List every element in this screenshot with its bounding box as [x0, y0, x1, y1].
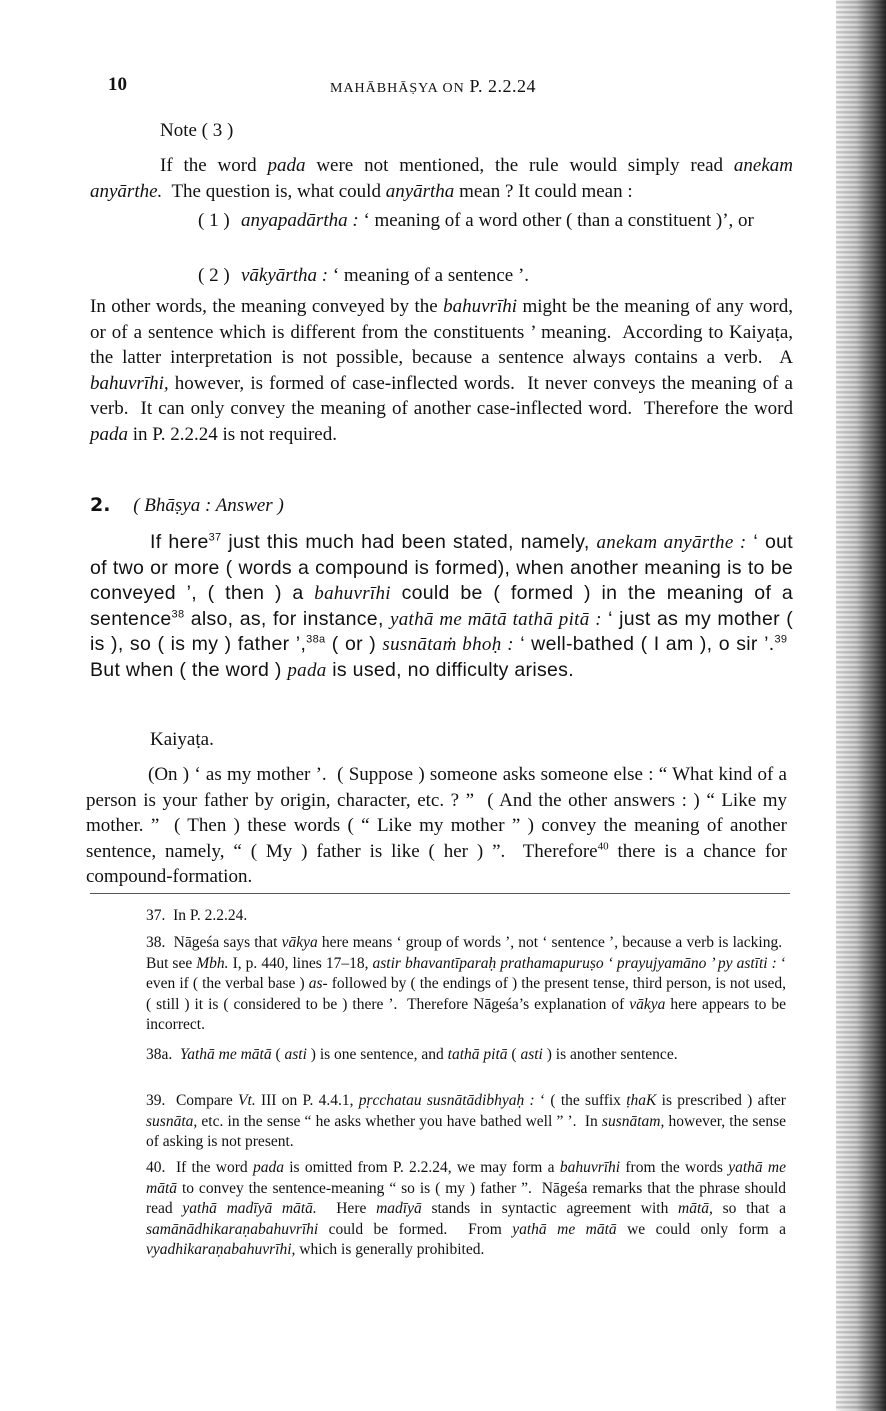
list-item-text: vākyārtha : ‘ meaning of a sentence ’. — [241, 265, 530, 286]
section-number: 2. — [90, 494, 111, 516]
footnote-text: 40. If the word pada is omitted from P. 2.2.24, we may form a bahuvrīhi from the words yathā me mātā to convey the sentence-meaning “ so is ( my ) father ”. Nāgeśa remarks that the phrase should read yathā madīyā mātā. Here madīyā stands in syntactic agreement with mātā, so that a samānādhikaraṇabahuvrīhi could be formed. From yathā me mātā we could only form a vyadhikaraṇabahuvrīhi, which is generally prohibited. — [146, 1159, 787, 1258]
running-head-title: MAHĀBHĀṢYA ON — [330, 81, 465, 96]
bhasya-answer-text: If here$^{37}$ just this much had been stated, namely, anekam anyārthe : ‘ out of two or more ( words a compound is formed), when another meaning is to be conveyed ’, ( then ) a bahuvrīhi could be ( formed ) in the meaning of a sentence$^{38}$ also, as, for instance, yathā me mātā tathā pitā : ‘ just as my mother ( is ), so ( is my ) father ’,$^{38a}$ ( or ) susnātaṁ bhoḥ : ‘ well-bathed ( I am ), o sir ’.$^{39}$ But when ( the word ) pada is used, no difficulty arises. — [90, 531, 793, 681]
running-head-ref: P. 2.2.24 — [469, 76, 537, 96]
note-title: Note ( 3 ) — [160, 120, 234, 141]
note-paragraph-1: If the word pada were not mentioned, the rule would simply read anekam anyārthe. The question is, what could anyārtha mean ? It could mean : — [90, 155, 794, 202]
footnote-text: 37. In P. 2.2.24. — [146, 907, 248, 924]
footnote-40 — [84, 1158, 786, 1261]
kaiyata-text: (On ) ‘ as my mother ’. ( Suppose ) someone asks someone else : “ What kind of a person is your father by origin, character, etc. ? ” ( And the other answers : ) “ Like my mother. ” ( Then ) these words ( “ Like my mother ” ) convey the meaning of another sentence, namely, “ ( My ) father is like ( her ) ”. Therefore$^{40}$ there is a chance for compound-formation. — [86, 764, 787, 887]
note-paragraph-2: In other words, the meaning conveyed by the bahuvrīhi might be the meaning of any word, or of a sentence which is different from the constituents ’ meaning. According to Kaiyaṭa, the latter interpretation is not possible, because a sentence always contains a verb. A bahuvrīhi, however, is formed of case-inflected words. It never conveys the meaning of a verb. It can only convey the meaning of another case-inflected word. Therefore the word pada in P. 2.2.24 is not required. — [90, 296, 793, 445]
kaiyata-title: Kaiyaṭa. — [150, 729, 214, 750]
footnote-38a — [84, 1045, 786, 1066]
footnote-38 — [84, 933, 786, 1036]
list-item-number: ( 2 ) — [198, 265, 230, 286]
footnote-text: 39. Compare Vt. III on P. 4.4.1, pṛcchatau susnātādibhyaḥ : ‘ ( the suffix ṭhaK is prescribed ) after susnāta, etc. in the sense “ he asks whether you have bathed well ” ’. In susnātam, however, the sense of asking is not present. — [146, 1092, 786, 1150]
footnote-text: 38. Nāgeśa says that vākya here means ‘ group of words ’, not ‘ sentence ’, because a verb is lacking. But see Mbh. I, p. 440, lines 17–18, astir bhavantīparaḥ prathamapuruṣo ‘ prayujyamāno ’ py astīti : ‘ even if ( the verbal base ) as- followed by ( the endings of ) the present tense, third person, is not used, ( still ) it is ( considered to be ) there ’. Therefore Nāgeśa’s explanation of vākya here appears to be incorrect. — [146, 934, 786, 1033]
page-number: 10 — [108, 74, 127, 95]
footnote-text: 38a. Yathā me mātā ( asti ) is one sentence, and tathā pitā ( asti ) is another sentence. — [146, 1046, 678, 1063]
footnote-39 — [84, 1091, 786, 1153]
section-title: ( Bhāṣya : Answer ) — [133, 495, 284, 516]
footnote-divider — [90, 893, 790, 894]
footnote-37 — [84, 906, 786, 927]
book-binding-edge — [836, 0, 886, 1411]
list-item-number: ( 1 ) — [198, 210, 230, 231]
section-2-heading — [90, 494, 284, 517]
running-head — [330, 76, 536, 97]
list-item-text: anyapadārtha : ‘ meaning of a word other ( than a constituent )’, or — [241, 210, 754, 231]
